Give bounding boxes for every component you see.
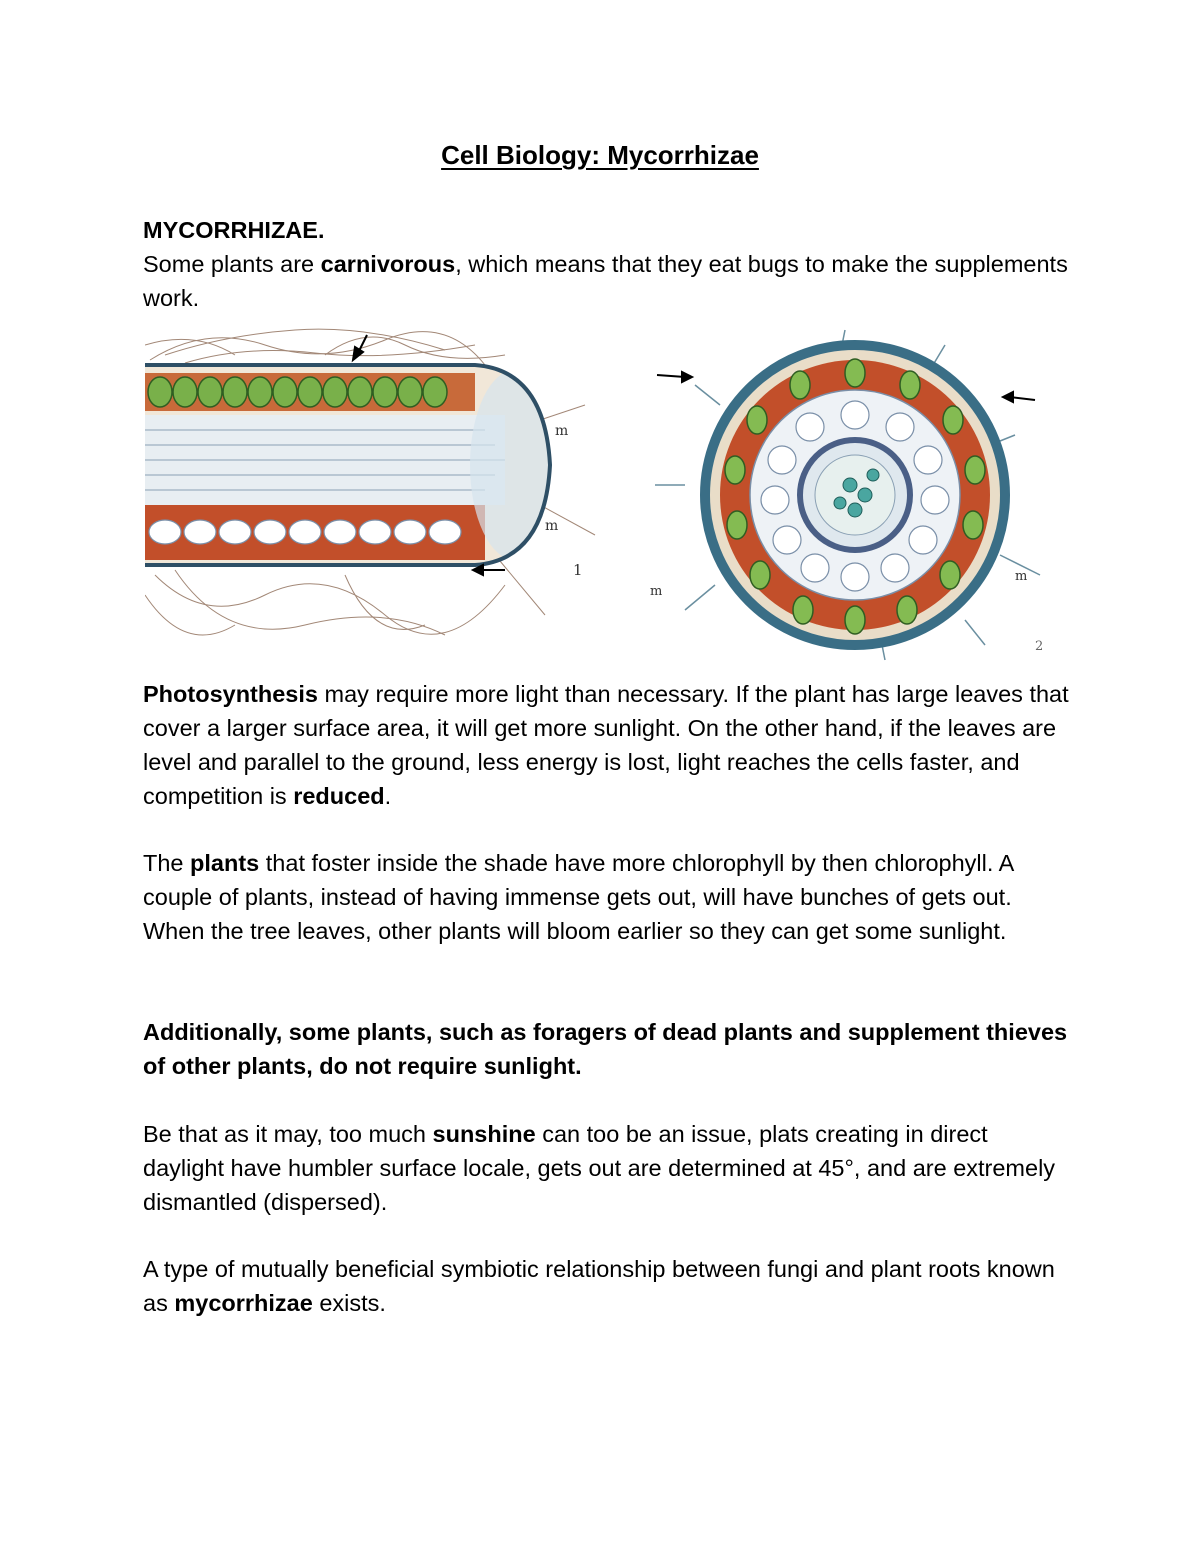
paragraph-mycorrhizae (143, 1252, 1073, 1320)
bold-text: mycorrhizae (174, 1290, 313, 1316)
bold-text: sunshine (432, 1121, 536, 1147)
paragraph-no-sunlight (143, 1015, 1073, 1083)
figure-label-m: m (555, 423, 569, 439)
root-cross-section-illustration (645, 325, 1055, 670)
bold-text: Photosynthesis (143, 681, 318, 707)
text-run: Some plants are (143, 251, 321, 277)
page-title: Cell Biology: Mycorrhizae (441, 140, 759, 170)
text-run: exists. (312, 1290, 386, 1316)
paragraph-shade-plants (143, 846, 1073, 948)
bold-text: reduced (293, 783, 385, 809)
text-run: may require more light than necessary. If the plant has large leaves that cover a larger surface area, it will get more sunlight. On the other hand, if the leaves are level and parallel to the ground, less energy is lost, light reaches the cells faster, and competition is (143, 681, 1069, 809)
text-run: that foster inside the shade have more chlorophyll by then chlorophyll. A couple of plants, instead of having immense gets out, will have bunches of gets out. When the tree leaves, other plants will bloom earlier so they can get some sunlight. (143, 850, 1014, 944)
figure-label-m: m (650, 584, 663, 599)
figure-number-1: 1 (573, 561, 583, 579)
text-run: Be that as it may, too much (143, 1121, 433, 1147)
paragraph-intro (143, 247, 1073, 315)
text-run: . (384, 783, 392, 809)
figure-label-m: m (1015, 569, 1028, 584)
text-run: A type of mutually beneficial symbiotic relationship between fungi and plant roots known as (143, 1256, 1055, 1316)
bold-text: Additionally, some plants, such as foragers of dead plants and supplement thieves of other plants, do not require sunlight. (143, 1019, 1068, 1079)
root-longitudinal-section-illustration (145, 325, 605, 660)
text-run: can too be an issue, plats creating in direct daylight have humbler surface locale, gets out are determined at 45°, and are extremely dismantled (dispersed). (143, 1121, 1056, 1215)
bold-text: carnivorous (320, 251, 456, 277)
paragraph-sunshine (143, 1117, 1073, 1219)
text-run: , which means that they eat bugs to make the supplements work. (143, 251, 1068, 311)
paragraph-photosynthesis (143, 677, 1073, 813)
text-run: The (143, 850, 191, 876)
bold-text: plants (190, 850, 260, 876)
section-heading: MYCORRHIZAE. (143, 217, 325, 243)
figure-number-2: 2 (1035, 639, 1044, 654)
figure-label-m: m (545, 518, 559, 534)
